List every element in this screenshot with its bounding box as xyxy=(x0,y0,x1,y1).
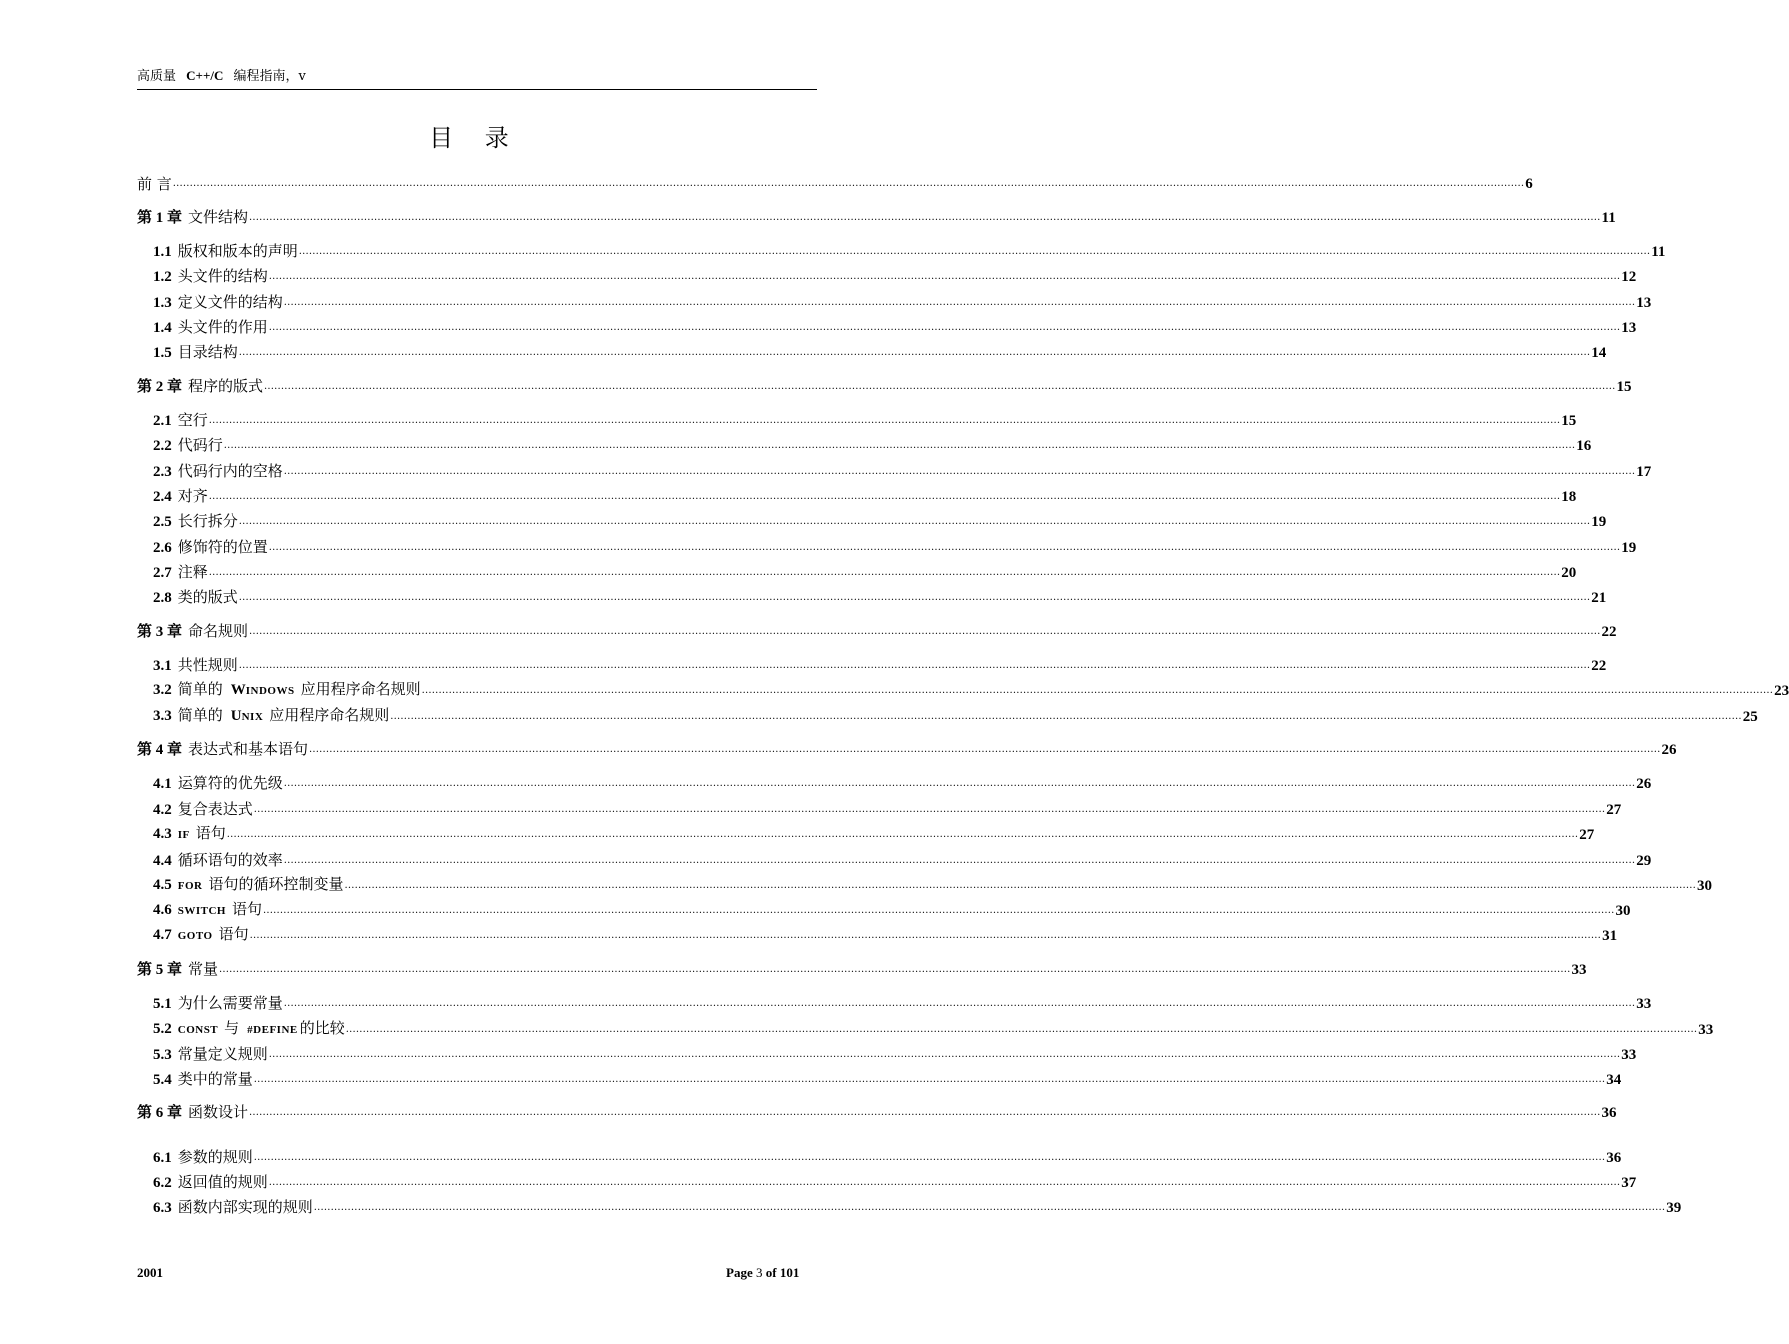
toc-entry-label xyxy=(153,537,268,558)
toc-entry-label xyxy=(153,874,344,896)
toc-page-number: 23 xyxy=(1774,683,1789,699)
section-keyword: GOTO xyxy=(177,930,213,942)
toc-entry-title: 应用程序命名规则 xyxy=(300,680,421,698)
toc-entry-title: 函数设计 xyxy=(188,1103,249,1121)
toc-entry[interactable] xyxy=(153,992,1652,1014)
toc-entry[interactable] xyxy=(153,341,1607,363)
section-number: 1.2 xyxy=(153,269,172,285)
chapter-number: 第 6 章 xyxy=(137,1105,183,1121)
header-suffix: 编程指南，v xyxy=(233,69,306,84)
toc-entry[interactable] xyxy=(153,1196,1682,1218)
section-number: 2.7 xyxy=(153,565,172,581)
toc-page-number: 26 xyxy=(1636,776,1652,792)
toc-entry[interactable] xyxy=(137,738,1677,760)
toc-entry[interactable] xyxy=(153,1043,1637,1065)
toc-entry-label xyxy=(153,1018,345,1040)
toc-entry-title: 函数内部实现的规则 xyxy=(177,1198,313,1216)
toc-leader-dots: ................................................................................................................................................................................................................................................................................................................................................................................................................ xyxy=(268,271,1621,282)
section-keyword: INDOWS xyxy=(245,685,295,697)
toc-entry-label xyxy=(153,850,283,871)
toc-page-number: 13 xyxy=(1636,295,1652,311)
toc-entry-title: 语句的循环控制变量 xyxy=(208,875,344,893)
toc-page-number: 16 xyxy=(1576,438,1592,454)
toc-leader-dots: ................................................................................................................................................................................................................................................................................................................................................................................................................ xyxy=(238,516,1591,527)
toc-entry-title: 复合表达式 xyxy=(177,800,253,818)
toc-page-number: 12 xyxy=(1621,269,1637,285)
toc-entry-title: 修饰符的位置 xyxy=(177,538,268,556)
toc-entry-title: 类的版式 xyxy=(177,588,238,606)
toc-page-number: 30 xyxy=(1696,878,1712,894)
footer-page-total: 101 xyxy=(779,1265,800,1280)
section-number: 3.1 xyxy=(153,658,172,674)
toc-entry-title: 运算符的优先级 xyxy=(177,774,283,792)
toc-page-number: 36 xyxy=(1601,1105,1617,1121)
toc-leader-dots: ................................................................................................................................................................................................................................................................................................................................................................................................................ xyxy=(268,542,1621,553)
toc-entry-title: 类中的常量 xyxy=(177,1070,253,1088)
section-number: 1.1 xyxy=(153,244,172,260)
toc-entry-label xyxy=(153,511,238,532)
toc-leader-dots: ................................................................................................................................................................................................................................................................................................................................................................................................................ xyxy=(208,415,1561,426)
toc-page-number: 27 xyxy=(1606,802,1622,818)
toc-entry[interactable] xyxy=(153,316,1637,338)
toc-entry[interactable] xyxy=(137,958,1587,980)
toc-entry[interactable] xyxy=(153,849,1652,871)
toc-leader-dots: ................................................................................................................................................................................................................................................................................................................................................................................................................ xyxy=(253,1152,1606,1163)
toc-leader-dots: ................................................................................................................................................................................................................................................................................................................................................................................................................ xyxy=(263,905,1615,916)
toc-leader-dots: ................................................................................................................................................................................................................................................................................................................................................................................................................ xyxy=(344,880,1696,891)
section-number: 4.6 xyxy=(153,902,172,918)
toc-entry-title: 为什么需要常量 xyxy=(177,994,283,1012)
toc-entry[interactable] xyxy=(153,586,1607,608)
section-number: 2.1 xyxy=(153,413,172,429)
chapter-number: 第 4 章 xyxy=(137,742,183,758)
toc-leader-dots: ................................................................................................................................................................................................................................................................................................................................................................................................................ xyxy=(249,930,1602,941)
header-title-en: C++/C xyxy=(186,68,224,83)
toc-entry[interactable] xyxy=(137,620,1617,642)
toc-page-number: 13 xyxy=(1621,320,1637,336)
toc-entry-title: 空行 xyxy=(177,411,208,429)
toc-entry[interactable] xyxy=(153,654,1607,676)
toc-entry-title: 常量 xyxy=(188,960,219,978)
section-keyword: SWITCH xyxy=(177,905,226,917)
toc-entry[interactable] xyxy=(153,874,1712,896)
toc-page-number: 36 xyxy=(1606,1150,1622,1166)
chapter-number: 第 2 章 xyxy=(137,379,183,395)
toc-entry-title: 命名规则 xyxy=(188,622,249,640)
toc-entry-label xyxy=(153,292,283,313)
section-number: 2.5 xyxy=(153,514,172,530)
toc-entry-label xyxy=(137,1102,248,1123)
toc-entry-label xyxy=(153,1044,268,1065)
footer-page-current: 3 xyxy=(755,1265,763,1280)
toc-entry-title: 共性规则 xyxy=(177,656,238,674)
toc-page-number: 6 xyxy=(1525,176,1533,192)
toc-entry[interactable] xyxy=(153,460,1652,482)
section-number: 4.3 xyxy=(153,826,172,842)
toc-entry-label xyxy=(153,899,262,921)
toc-entry-label xyxy=(153,410,208,431)
toc-entry-label xyxy=(153,705,389,727)
section-number: 4.1 xyxy=(153,776,172,792)
toc-entry-title: 返回值的规则 xyxy=(177,1173,268,1191)
toc-leader-dots: ................................................................................................................................................................................................................................................................................................................................................................................................................ xyxy=(249,1107,1601,1118)
toc-entry-label xyxy=(153,1069,253,1090)
toc-page-number: 15 xyxy=(1616,379,1632,395)
section-keyword-initial: U xyxy=(230,708,242,724)
toc-entry[interactable] xyxy=(153,899,1631,921)
header-prefix: 高质量 xyxy=(137,69,177,84)
toc-entry[interactable] xyxy=(153,798,1622,820)
toc-entry[interactable] xyxy=(153,679,1789,701)
toc-page-number: 22 xyxy=(1591,658,1607,674)
toc-leader-dots: ................................................................................................................................................................................................................................................................................................................................................................................................................ xyxy=(309,744,1661,755)
section-number: 5.3 xyxy=(153,1047,172,1063)
toc-leader-dots: ................................................................................................................................................................................................................................................................................................................................................................................................................ xyxy=(238,660,1591,671)
section-number: 3.3 xyxy=(153,708,172,724)
toc-leader-dots: ................................................................................................................................................................................................................................................................................................................................................................................................................ xyxy=(223,440,1576,451)
toc-entry-title: 文件结构 xyxy=(188,208,249,226)
toc-leader-dots: ................................................................................................................................................................................................................................................................................................................................................................................................................ xyxy=(253,804,1606,815)
chapter-number: 第 5 章 xyxy=(137,962,183,978)
toc-title: 目 录 xyxy=(429,124,521,152)
toc-entry[interactable] xyxy=(153,265,1637,287)
toc-entry-label xyxy=(137,207,248,228)
toc-page-number: 26 xyxy=(1661,742,1677,758)
toc-page-number: 30 xyxy=(1615,903,1631,919)
toc-leader-dots: ................................................................................................................................................................................................................................................................................................................................................................................................................ xyxy=(313,1202,1666,1213)
toc-entry-label xyxy=(153,562,208,583)
toc-entry-label xyxy=(153,1147,253,1168)
toc-page-number: 22 xyxy=(1601,624,1617,640)
toc-entry-label xyxy=(137,739,308,760)
toc-entry-label xyxy=(153,266,268,287)
toc-entry-title: 长行拆分 xyxy=(177,512,238,530)
toc-entry[interactable] xyxy=(153,510,1607,532)
toc-entry-title: 程序的版式 xyxy=(188,377,264,395)
toc-entry-title: 应用程序命名规则 xyxy=(269,706,390,724)
toc-page-number: 11 xyxy=(1651,244,1666,260)
toc-entry-label xyxy=(153,773,283,794)
toc-leader-dots: ................................................................................................................................................................................................................................................................................................................................................................................................................ xyxy=(238,592,1591,603)
toc-entry-title: 代码行 xyxy=(177,436,223,454)
section-number: 5.1 xyxy=(153,996,172,1012)
toc-leader-dots: ................................................................................................................................................................................................................................................................................................................................................................................................................ xyxy=(345,1024,1698,1035)
toc-page-number: 39 xyxy=(1666,1200,1682,1216)
toc-leader-dots: ................................................................................................................................................................................................................................................................................................................................................................................................................ xyxy=(253,1074,1606,1085)
toc-page-number: 17 xyxy=(1636,464,1652,480)
toc-page-number: 14 xyxy=(1591,345,1607,361)
toc-leader-dots: ................................................................................................................................................................................................................................................................................................................................................................................................................ xyxy=(283,297,1636,308)
toc-page-number: 33 xyxy=(1571,962,1587,978)
section-number: 2.2 xyxy=(153,438,172,454)
toc-entry-title: 头文件的作用 xyxy=(177,318,268,336)
section-number: 2.3 xyxy=(153,464,172,480)
toc-entry-label xyxy=(153,435,223,456)
toc-entry[interactable] xyxy=(153,240,1666,262)
section-number: 6.1 xyxy=(153,1150,172,1166)
toc-leader-dots: ................................................................................................................................................................................................................................................................................................................................................................................................................ xyxy=(268,322,1621,333)
section-number: 5.2 xyxy=(153,1021,172,1037)
toc-leader-dots: ................................................................................................................................................................................................................................................................................................................................................................................................................ xyxy=(172,178,1525,189)
toc-entry-title: 对齐 xyxy=(177,487,208,505)
toc-entry-label xyxy=(153,317,268,338)
toc-entry-label xyxy=(153,1172,268,1193)
footer-page-mid: of xyxy=(765,1265,777,1280)
toc-entry-title: 版权和版本的声明 xyxy=(177,242,298,260)
toc-leader-dots: ................................................................................................................................................................................................................................................................................................................................................................................................................ xyxy=(283,466,1636,477)
toc-entry-label xyxy=(153,924,249,946)
toc-entry[interactable] xyxy=(153,536,1637,558)
toc-entry-title: 表达式和基本语句 xyxy=(188,740,309,758)
section-number: 4.2 xyxy=(153,802,172,818)
section-number: 1.5 xyxy=(153,345,172,361)
section-number: 1.3 xyxy=(153,295,172,311)
toc-entry-label xyxy=(137,376,263,397)
toc-page-number: 33 xyxy=(1621,1047,1637,1063)
toc-leader-dots: ................................................................................................................................................................................................................................................................................................................................................................................................................ xyxy=(219,964,1571,975)
toc-entry-title: 的比较 xyxy=(299,1019,345,1037)
toc-page-number: 18 xyxy=(1561,489,1577,505)
toc-leader-dots: ................................................................................................................................................................................................................................................................................................................................................................................................................ xyxy=(208,567,1561,578)
toc-entry-label xyxy=(153,342,238,363)
section-keyword: NIX xyxy=(241,711,264,723)
section-number: 4.4 xyxy=(153,853,172,869)
page-header xyxy=(137,67,817,90)
toc-page-number: 19 xyxy=(1621,540,1637,556)
section-number: 4.5 xyxy=(153,877,172,893)
section-keyword-initial: W xyxy=(230,682,246,698)
toc-page-number: 31 xyxy=(1602,928,1618,944)
toc-entry-label xyxy=(137,959,218,980)
toc-leader-dots: ................................................................................................................................................................................................................................................................................................................................................................................................................ xyxy=(298,246,1651,257)
toc-leader-dots: ................................................................................................................................................................................................................................................................................................................................................................................................................ xyxy=(390,711,1742,722)
toc-page-number: 19 xyxy=(1591,514,1607,530)
toc-entry[interactable] xyxy=(153,1171,1637,1193)
toc-entry-title: 语句 xyxy=(232,900,263,918)
toc-page-number: 37 xyxy=(1621,1175,1637,1191)
toc-entry-label xyxy=(153,486,208,507)
toc-entry-title: 前 言 xyxy=(137,175,172,193)
section-number: 4.7 xyxy=(153,927,172,943)
toc-entry-title: 循环语句的效率 xyxy=(177,851,283,869)
section-keyword: FOR xyxy=(177,880,203,892)
toc-page-number: 11 xyxy=(1601,210,1616,226)
toc-leader-dots: ................................................................................................................................................................................................................................................................................................................................................................................................................ xyxy=(283,778,1636,789)
toc-page-number: 25 xyxy=(1742,709,1758,725)
toc-entry[interactable] xyxy=(153,1068,1622,1090)
toc-entry[interactable] xyxy=(137,172,1533,194)
toc-leader-dots: ................................................................................................................................................................................................................................................................................................................................................................................................................ xyxy=(238,347,1591,358)
toc-entry-title: 语句 xyxy=(218,925,249,943)
section-number: 3.2 xyxy=(153,682,172,698)
toc-page-number: 34 xyxy=(1606,1072,1622,1088)
toc-entry-title: 定义文件的结构 xyxy=(177,293,283,311)
toc-page-number: 27 xyxy=(1579,827,1595,843)
section-number: 6.3 xyxy=(153,1200,172,1216)
toc-leader-dots: ................................................................................................................................................................................................................................................................................................................................................................................................................ xyxy=(249,212,1601,223)
footer-page xyxy=(726,1265,799,1281)
toc-entry-title: 头文件的结构 xyxy=(177,267,268,285)
toc-leader-dots: ................................................................................................................................................................................................................................................................................................................................................................................................................ xyxy=(208,491,1561,502)
section-number: 2.4 xyxy=(153,489,172,505)
toc-entry[interactable] xyxy=(153,1146,1622,1168)
footer-year: 2001 xyxy=(137,1265,163,1280)
toc-leader-dots: ................................................................................................................................................................................................................................................................................................................................................................................................................ xyxy=(268,1049,1621,1060)
toc-entry[interactable] xyxy=(153,409,1577,431)
toc-entry[interactable] xyxy=(153,772,1652,794)
section-number: 6.2 xyxy=(153,1175,172,1191)
section-number: 5.4 xyxy=(153,1072,172,1088)
toc-entry-title: 语句 xyxy=(195,824,226,842)
toc-entry-label xyxy=(153,587,238,608)
toc-entry-title: 常量定义规则 xyxy=(177,1045,268,1063)
toc-leader-dots: ................................................................................................................................................................................................................................................................................................................................................................................................................ xyxy=(421,685,1774,696)
toc-entry[interactable] xyxy=(153,434,1592,456)
toc-entry[interactable] xyxy=(153,485,1577,507)
toc-entry-label xyxy=(153,1197,313,1218)
toc-entry[interactable] xyxy=(153,823,1595,845)
toc-page-number: 29 xyxy=(1636,853,1652,869)
section-keyword-2: #DEFINE xyxy=(247,1024,298,1036)
chapter-number: 第 3 章 xyxy=(137,624,183,640)
toc-entry-label xyxy=(153,461,283,482)
toc-entry-label xyxy=(153,241,298,262)
toc-leader-dots: ................................................................................................................................................................................................................................................................................................................................................................................................................ xyxy=(283,855,1636,866)
toc-entry[interactable] xyxy=(153,1018,1714,1040)
toc-leader-dots: ................................................................................................................................................................................................................................................................................................................................................................................................................ xyxy=(249,626,1601,637)
section-prefix: 简单的 xyxy=(177,706,223,724)
toc-page-number: 33 xyxy=(1698,1022,1714,1038)
toc-entry-title: 参数的规则 xyxy=(177,1148,253,1166)
toc-entry[interactable] xyxy=(153,291,1652,313)
toc-entry-label xyxy=(153,799,253,820)
section-prefix: 简单的 xyxy=(177,680,223,698)
toc-entry[interactable] xyxy=(137,375,1632,397)
toc-page-number: 21 xyxy=(1591,590,1607,606)
toc-page-number: 33 xyxy=(1636,996,1652,1012)
toc-entry[interactable] xyxy=(153,561,1577,583)
toc-entry-label xyxy=(153,655,238,676)
toc-page-number: 15 xyxy=(1561,413,1577,429)
toc-entry[interactable] xyxy=(137,206,1616,228)
section-number: 2.8 xyxy=(153,590,172,606)
toc-entry-title: 目录结构 xyxy=(177,343,238,361)
toc-entry[interactable] xyxy=(153,924,1618,946)
toc-entry-title: 代码行内的空格 xyxy=(177,462,283,480)
section-number: 2.6 xyxy=(153,540,172,556)
toc-leader-dots: ................................................................................................................................................................................................................................................................................................................................................................................................................ xyxy=(283,998,1636,1009)
section-keyword: IF xyxy=(177,829,190,841)
toc-leader-dots: ................................................................................................................................................................................................................................................................................................................................................................................................................ xyxy=(268,1177,1621,1188)
chapter-number: 第 1 章 xyxy=(137,210,183,226)
toc-page-number: 20 xyxy=(1561,565,1577,581)
footer-page-prefix: Page xyxy=(726,1265,753,1280)
section-number: 1.4 xyxy=(153,320,172,336)
section-connector: 与 xyxy=(224,1019,240,1037)
toc-entry-title: 注释 xyxy=(177,563,208,581)
toc-entry-label xyxy=(137,174,172,194)
toc-entry[interactable] xyxy=(137,1101,1617,1123)
toc-entry-label xyxy=(153,823,226,845)
toc-entry-label xyxy=(153,679,421,701)
toc-leader-dots: ................................................................................................................................................................................................................................................................................................................................................................................................................ xyxy=(226,829,1579,840)
toc-entry-label xyxy=(153,993,283,1014)
toc-entry[interactable] xyxy=(153,705,1758,727)
toc-entry-label xyxy=(137,621,248,642)
section-keyword: CONST xyxy=(177,1024,219,1036)
toc-leader-dots: ................................................................................................................................................................................................................................................................................................................................................................................................................ xyxy=(264,381,1616,392)
